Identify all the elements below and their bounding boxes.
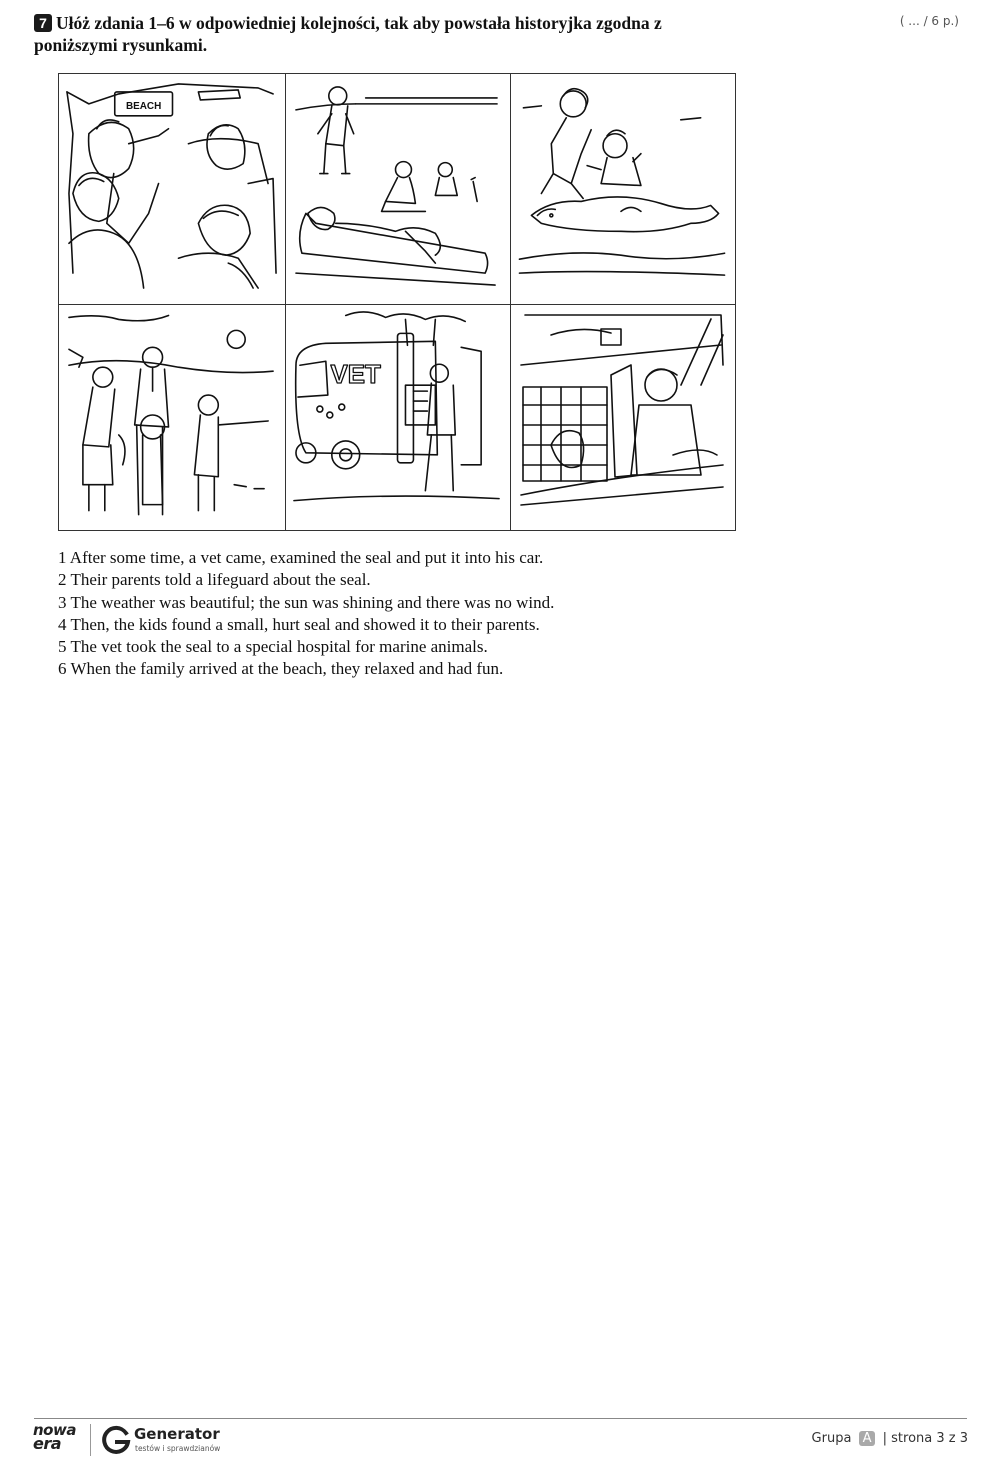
sentence-1: 1 After some time, a vet came, examined the seal and put it into his car. [58, 548, 544, 567]
generator-title: Generator [134, 1425, 220, 1443]
group-badge: A [859, 1431, 876, 1446]
picture-lifeguard [59, 305, 286, 530]
group-label: Grupa [811, 1431, 852, 1446]
nowa-era-logo [33, 1423, 83, 1451]
task-instruction-line2: poniższymi rysunkami. [34, 35, 208, 55]
page-footer-info [812, 1431, 968, 1446]
page-number: | strona 3 z 3 [882, 1431, 968, 1446]
task-header [34, 12, 754, 56]
sentence-list [58, 547, 758, 681]
picture-family-on-beach [286, 74, 511, 305]
picture-grid [58, 73, 736, 531]
task-number-badge: 7 [34, 14, 52, 32]
task-instruction [34, 12, 754, 56]
beach-sign-text: BEACH [125, 100, 162, 112]
sentence-3: 3 The weather was beautiful; the sun was shining and there was no wind. [58, 592, 555, 612]
picture-car-beach-sign [59, 74, 286, 305]
picture-kids-find-seal [511, 74, 735, 305]
sentence-6: 6 When the family arrived at the beach, they relaxed and had fun. [58, 659, 504, 679]
logo-line1: nowa [33, 1421, 76, 1439]
sentence-2: 2 Their parents told a lifeguard about the seal. [58, 570, 371, 590]
generator-g-icon [100, 1424, 132, 1456]
picture-vet-van [286, 305, 511, 530]
footer-divider [34, 1418, 967, 1419]
generator-subtitle: testów i sprawdzianów [135, 1444, 221, 1453]
picture-vet-driving [511, 305, 735, 530]
van-sign-text: VET [330, 361, 381, 390]
logo-line2: era [33, 1434, 62, 1453]
sentence-4: 4 Then, the kids found a small, hurt seal and showed it to their parents. [58, 614, 540, 634]
sentence-5: 5 The vet took the seal to a special hospital for marine animals. [58, 637, 488, 657]
task-instruction-line1: Ułóż zdania 1–6 w odpowiedniej kolejności, tak aby powstała historyjka zgodna z [56, 13, 662, 33]
logo-separator [90, 1424, 91, 1456]
task-points: ( ... / 6 p.) [899, 14, 959, 28]
